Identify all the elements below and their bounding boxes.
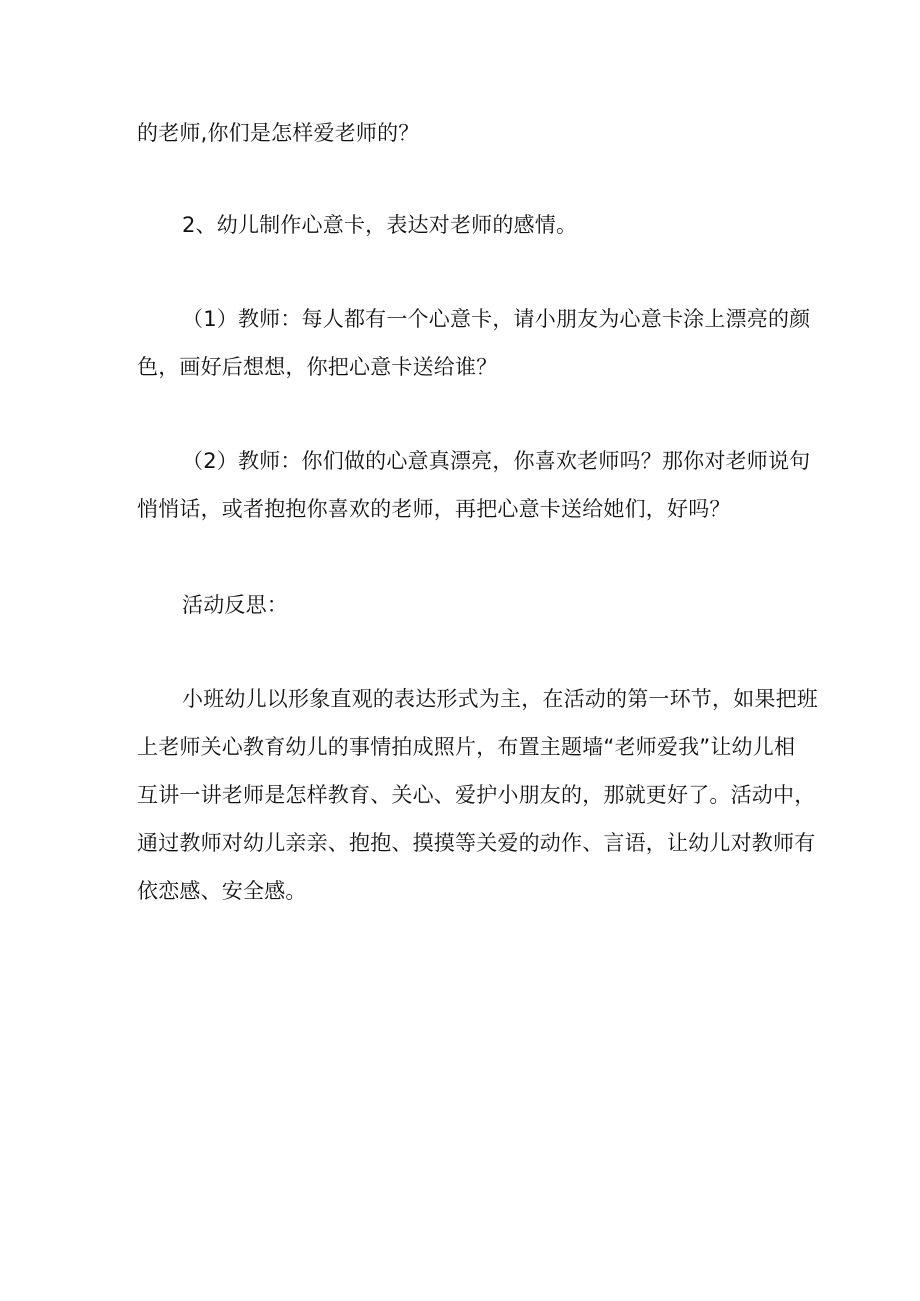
- paragraph-line: （1）教师：每人都有一个心意卡，请小朋友为心意卡涂上漂亮的颜: [182, 307, 811, 331]
- paragraph-line: 上老师关心教育幼儿的事情拍成照片，布置主题墙“老师爱我”让幼儿相: [137, 735, 796, 759]
- paragraph-line: （2）教师：你们做的心意真漂亮，你喜欢老师吗？那你对老师说句: [182, 449, 811, 473]
- paragraph-line: 色，画好后想想，你把心意卡送给谁？: [137, 355, 498, 379]
- paragraph-line: 的老师,你们是怎样爱老师的？: [137, 121, 420, 145]
- paragraph-line: 2、幼儿制作心意卡，表达对老师的感情。: [182, 213, 578, 237]
- paragraph-line: 互讲一讲老师是怎样教育、关心、爱护小朋友的，那就更好了。活动中，: [137, 783, 816, 807]
- paragraph-line: 依恋感、安全感。: [137, 879, 307, 903]
- paragraph-line: 悄悄话，或者抱抱你喜欢的老师，再把心意卡送给她们，好吗？: [137, 497, 731, 521]
- paragraph-line: 小班幼儿以形象直观的表达形式为主，在活动的第一环节，如果把班: [182, 687, 818, 711]
- section-heading: 活动反思：: [182, 593, 288, 617]
- paragraph-line: 通过教师对幼儿亲亲、抱抱、摸摸等关爱的动作、言语，让幼儿对教师有: [137, 831, 816, 855]
